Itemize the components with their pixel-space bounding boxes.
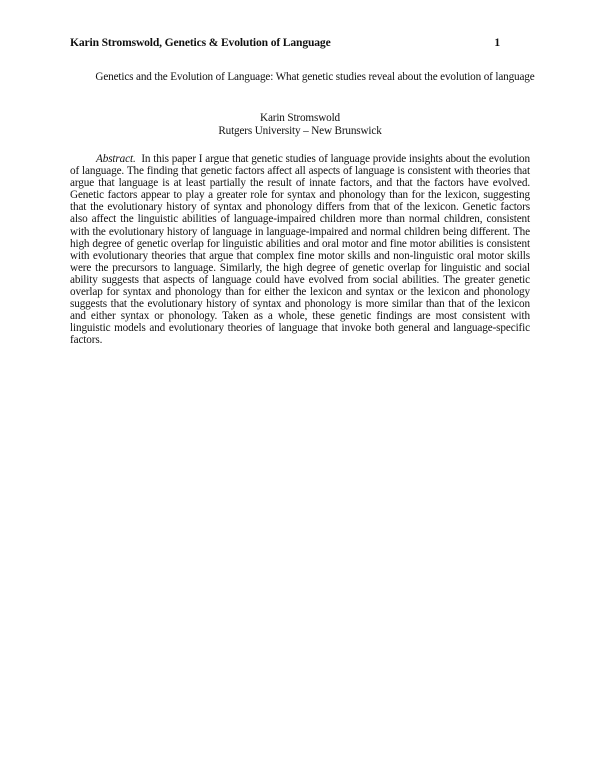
abstract-text: In this paper I argue that genetic studies of language provide insights about the evolution of language. The finding that genetic factors affect all aspects of language is consistent with theories that argue that language is at least partially the result of innate factors, and that the factors have evolved. Genetic factors appear to play a greater role for syntax and phonology than for the lexicon, suggesting that the evolutionary history of syntax and phonology differs from that of the lexicon. Genetic factors also affect the linguistic abilities of language-impaired children more than normal children, consistent with the evolutionary history of language in language-impaired and normal children being different. The high degree of genetic overlap for linguistic abilities and oral motor and fine motor abilities is consistent with evolutionary theories that argue that complex fine motor skills and non-linguistic oral motor skills were the precursors to language. Similarly, the high degree of genetic overlap for linguistic and social ability suggests that aspects of language could have evolved from social abilities. The greater genetic overlap for syntax and phonology than for either the lexicon and syntax or the lexicon and phonology suggests that the evolutionary history of syntax and phonology is more similar than that of the lexicon and either syntax or phonology. Taken as a whole, these genetic findings are most consistent with linguistic models and evolutionary theories of language that invoke both general and language-specific factors. [70,153,530,347]
running-title: Karin Stromswold, Genetics & Evolution of Language [70,36,331,49]
abstract-label: Abstract. [96,153,136,165]
page-number: 1 [494,36,500,49]
author-block [70,112,530,138]
abstract-paragraph [70,153,530,347]
paper-title: Genetics and the Evolution of Language: What genetic studies reveal about the evolution of language [95,71,535,83]
author-name: Karin Stromswold [260,112,340,124]
author-affiliation: Rutgers University – New Brunswick [218,125,382,137]
running-header [70,36,500,52]
